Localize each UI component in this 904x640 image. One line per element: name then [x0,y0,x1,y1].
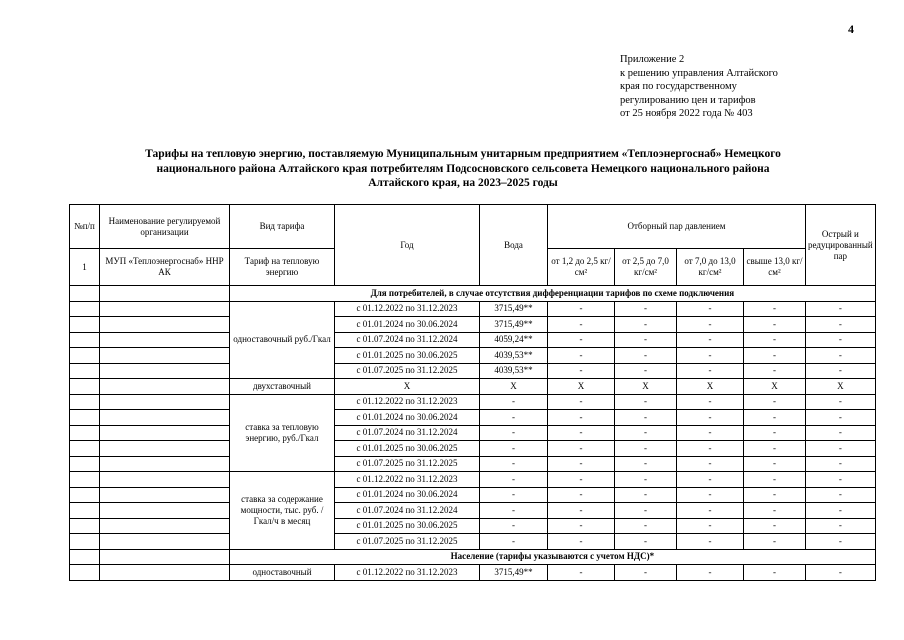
period-cell: с 01.01.2025 по 30.06.2025 [335,441,480,457]
dash-cell: - [806,565,876,581]
table-row [70,363,876,379]
header-water: Вода [480,205,548,286]
period-cell: с 01.12.2022 по 31.12.2023 [335,394,480,410]
dash-cell: - [548,363,615,379]
table-row [70,456,876,472]
empty-cell [70,332,100,348]
dash-cell: - [806,317,876,333]
appendix-line: к решению управления Алтайского [620,67,778,79]
dash-cell: - [677,518,744,534]
table-row [70,503,876,519]
appendix-line: регулированию цен и тарифов [620,94,756,106]
dash-cell: - [806,503,876,519]
empty-cell [70,549,100,565]
empty-cell [100,363,230,379]
period-cell: с 01.01.2024 по 30.06.2024 [335,487,480,503]
table-row [70,425,876,441]
dash-cell: - [615,410,677,426]
empty-cell [100,286,230,302]
dash-cell: - [744,317,806,333]
dash-cell: - [548,441,615,457]
dash-cell: - [615,425,677,441]
empty-cell [100,348,230,364]
title-line: национального района Алтайского края потребителям Подсосновского сельсовета Немецкого национального района [156,162,770,175]
empty-cell [70,363,100,379]
dash-cell: - [677,456,744,472]
empty-cell [100,394,230,410]
empty-cell [100,317,230,333]
header-year: Год [335,205,480,286]
empty-cell [100,441,230,457]
tariff-type-label: ставка за тепловую энергию, руб./Гкал [230,394,335,472]
dash-cell: - [744,441,806,457]
dash-cell: - [677,441,744,457]
table-row [70,332,876,348]
empty-cell [70,348,100,364]
dash-cell: - [548,348,615,364]
empty-cell [70,425,100,441]
table-row [70,534,876,550]
water-value: - [480,472,548,488]
table-row [70,487,876,503]
appendix-line: Приложение 2 [620,54,685,65]
table-row [70,410,876,426]
dash-cell: - [806,332,876,348]
empty-cell [100,379,230,395]
dash-cell: - [744,425,806,441]
table-row [70,549,876,565]
header-pressure-3: от 7,0 до 13,0 кг/см² [677,249,744,286]
org-tariff: Тариф на тепловую энергию [230,249,335,286]
empty-cell [100,332,230,348]
table-row [70,348,876,364]
dash-cell: - [677,410,744,426]
dash-cell: - [806,301,876,317]
water-value: 3715,49** [480,565,548,581]
dash-cell: - [615,394,677,410]
period-cell: с 01.12.2022 по 31.12.2023 [335,472,480,488]
empty-cell [70,472,100,488]
section-heading: Для потребителей, в случае отсутствия дифференциации тарифов по схеме подключения [230,286,876,302]
dash-cell: - [744,301,806,317]
dash-cell: - [744,503,806,519]
tariff-type-label: ставка за содержание мощности, тыс. руб. /Гкал/ч в месяц [230,472,335,550]
period-cell: с 01.07.2024 по 31.12.2024 [335,332,480,348]
dash-cell: - [548,317,615,333]
dash-cell: - [615,534,677,550]
dash-cell: - [677,565,744,581]
header-sharp-steam: Острый и редуцированный пар [806,205,876,286]
table-row [70,301,876,317]
dash-cell: - [806,441,876,457]
empty-cell [100,534,230,550]
water-value: 4039,53** [480,348,548,364]
dash-cell: - [548,301,615,317]
dash-cell: - [806,534,876,550]
empty-cell [70,503,100,519]
dash-cell: - [677,394,744,410]
dash-cell: - [548,487,615,503]
empty-cell [70,394,100,410]
page-number: 4 [848,22,854,36]
dash-cell: - [615,301,677,317]
dash-cell: - [806,472,876,488]
dash-cell: - [615,332,677,348]
appendix-line: от 25 ноября 2022 года № 403 [620,108,753,119]
table-row [70,472,876,488]
water-value: - [480,425,548,441]
table-row [70,565,876,581]
dash-cell: - [806,425,876,441]
dash-cell: - [548,394,615,410]
header-org: Наименование регулируемой организации [100,205,230,249]
water-value: - [480,487,548,503]
empty-cell [100,410,230,426]
dash-cell: - [615,317,677,333]
dash-cell: - [677,472,744,488]
dash-cell: - [806,394,876,410]
empty-cell [100,472,230,488]
dash-cell: - [615,441,677,457]
empty-cell [100,456,230,472]
period-cell: с 01.07.2025 по 31.12.2025 [335,363,480,379]
empty-cell [70,534,100,550]
water-value: 3715,49** [480,317,548,333]
water-value: - [480,394,548,410]
x-mark-cell: Х [548,379,615,395]
water-value: - [480,534,548,550]
tariff-table [69,204,876,581]
empty-cell [70,410,100,426]
empty-cell [100,487,230,503]
dash-cell: - [615,456,677,472]
water-value: 4039,53** [480,363,548,379]
water-value: - [480,456,548,472]
period-cell: с 01.01.2024 по 30.06.2024 [335,410,480,426]
appendix-line: края по государственному [620,81,737,92]
dash-cell: - [615,518,677,534]
dash-cell: - [615,472,677,488]
dash-cell: - [548,425,615,441]
dash-cell: - [677,534,744,550]
tariff-type-label: одноставочный [230,565,335,581]
empty-cell [100,565,230,581]
dash-cell: - [806,348,876,364]
dash-cell: - [744,518,806,534]
dash-cell: - [615,363,677,379]
empty-cell [70,286,100,302]
document-title [100,147,826,191]
org-name: МУП «Теплоэнергоснаб» ННР АК [100,249,230,286]
dash-cell: - [677,317,744,333]
header-pressure-2: от 2,5 до 7,0 кг/см² [615,249,677,286]
header-pressure-1: от 1,2 до 2,5 кг/см² [548,249,615,286]
dash-cell: - [744,565,806,581]
dash-cell: - [744,534,806,550]
period-cell: с 01.07.2024 по 31.12.2024 [335,425,480,441]
dash-cell: - [548,565,615,581]
dash-cell: - [548,472,615,488]
dash-cell: - [806,456,876,472]
period-cell: с 01.07.2024 по 31.12.2024 [335,503,480,519]
dash-cell: - [744,363,806,379]
dash-cell: - [615,487,677,503]
dash-cell: - [744,472,806,488]
x-mark-cell: Х [744,379,806,395]
period-cell: с 01.12.2022 по 31.12.2023 [335,565,480,581]
table-row [70,441,876,457]
dash-cell: - [677,301,744,317]
empty-cell [70,565,100,581]
dash-cell: - [744,348,806,364]
table-row [70,317,876,333]
period-cell: с 01.12.2022 по 31.12.2023 [335,301,480,317]
org-row-num: 1 [70,249,100,286]
dash-cell: - [744,456,806,472]
empty-cell [70,379,100,395]
table-row [70,518,876,534]
header-tariff-type: Вид тарифа [230,205,335,249]
water-value: - [480,441,548,457]
empty-cell [70,317,100,333]
dash-cell: - [806,410,876,426]
dash-cell: - [744,410,806,426]
x-mark-cell: Х [677,379,744,395]
water-value: - [480,503,548,519]
dash-cell: - [615,503,677,519]
title-line: Тарифы на тепловую энергию, поставляемую Муниципальным унитарным предприятием «Теплоэнергоснаб» Немецкого [145,148,781,160]
header-steam: Отборный пар давлением [548,205,806,249]
dash-cell: - [548,534,615,550]
dash-cell: - [677,503,744,519]
dash-cell: - [677,425,744,441]
dash-cell: - [548,456,615,472]
empty-cell [100,301,230,317]
table-row [70,394,876,410]
dash-cell: - [548,503,615,519]
dash-cell: - [806,487,876,503]
x-mark-cell: Х [480,379,548,395]
period-cell: с 01.01.2025 по 30.06.2025 [335,518,480,534]
water-value: 3715,49** [480,301,548,317]
section-heading: Население (тарифы указываются с учетом НДС)* [230,549,876,565]
period-cell: с 01.07.2025 по 31.12.2025 [335,534,480,550]
dash-cell: - [677,332,744,348]
empty-cell [70,441,100,457]
empty-cell [70,518,100,534]
dash-cell: - [615,348,677,364]
empty-cell [100,518,230,534]
empty-cell [70,487,100,503]
empty-cell [70,301,100,317]
dash-cell: - [548,410,615,426]
empty-cell [70,456,100,472]
dash-cell: - [677,487,744,503]
table-row [70,379,876,395]
empty-cell [100,503,230,519]
dash-cell: - [744,332,806,348]
dash-cell: - [744,487,806,503]
dash-cell: - [806,518,876,534]
title-line: Алтайского края, на 2023–2025 годы [368,177,558,189]
water-value: - [480,410,548,426]
dash-cell: - [677,363,744,379]
empty-cell [100,425,230,441]
dash-cell: - [806,363,876,379]
dash-cell: - [744,394,806,410]
appendix-block [620,53,778,121]
dash-cell: - [615,565,677,581]
dash-cell: - [548,518,615,534]
header-pressure-4: свыше 13,0 кг/см² [744,249,806,286]
period-cell: с 01.01.2025 по 30.06.2025 [335,348,480,364]
water-value: 4059,24** [480,332,548,348]
water-value: - [480,518,548,534]
x-mark-cell: Х [335,379,480,395]
dash-cell: - [548,332,615,348]
tariff-type-label: одноставочный руб./Гкал [230,301,335,379]
tariff-type-label: двухставочный [230,379,335,395]
x-mark-cell: Х [615,379,677,395]
period-cell: с 01.07.2025 по 31.12.2025 [335,456,480,472]
empty-cell [100,549,230,565]
header-num: №п/п [70,205,100,249]
x-mark-cell: Х [806,379,876,395]
period-cell: с 01.01.2024 по 30.06.2024 [335,317,480,333]
dash-cell: - [677,348,744,364]
